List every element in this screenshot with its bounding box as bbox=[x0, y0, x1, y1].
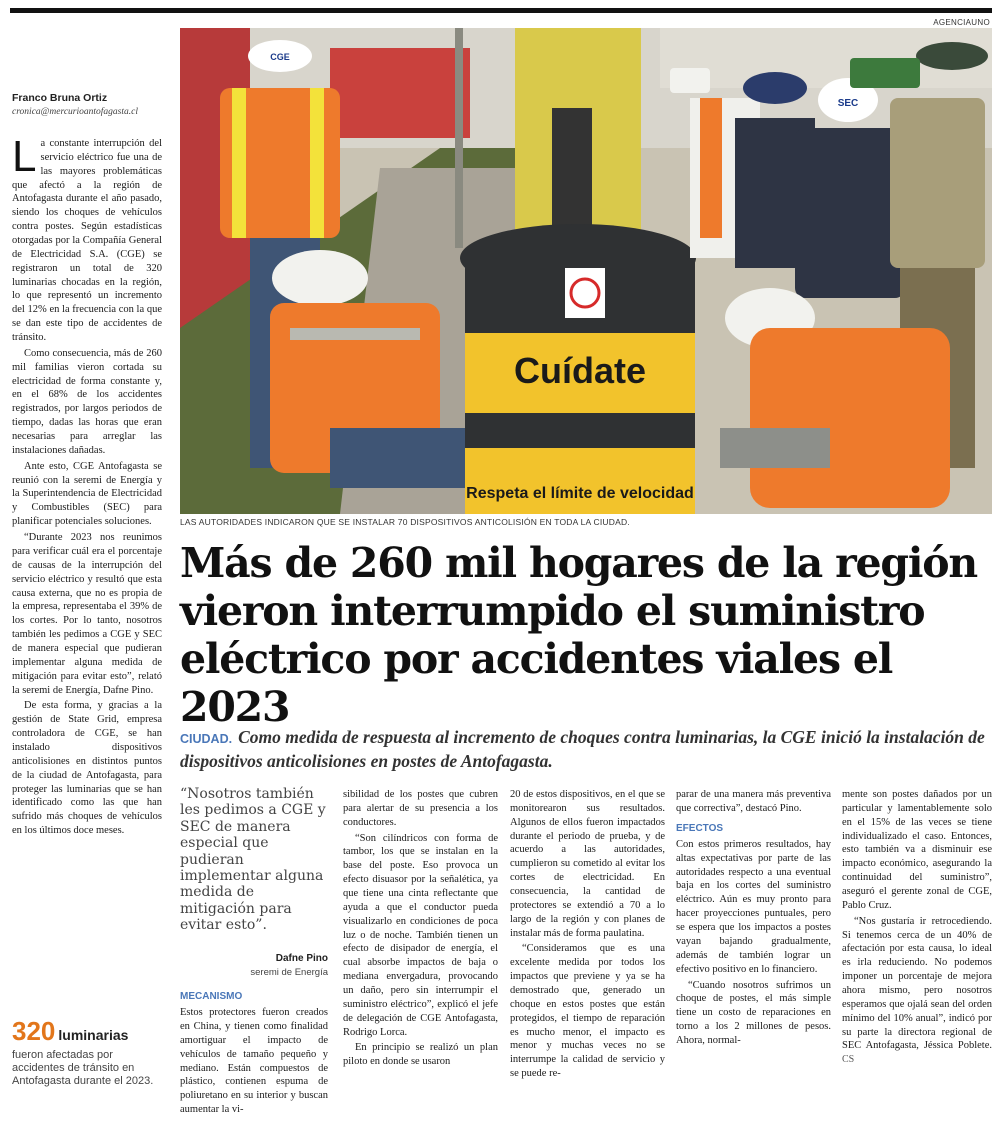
bollard-sign-bottom: Respeta el límite de velocidad bbox=[466, 485, 694, 502]
stat-box bbox=[12, 1016, 167, 1089]
bollard-text: Cuídate bbox=[513, 350, 647, 391]
pull-quote-name: Dafne Pino bbox=[275, 953, 328, 965]
helmet-sec-text: SEC bbox=[837, 98, 859, 109]
body-paragraph: “Cuando nosotros sufrimos un choque de postes, el más simple tiene un costo de reparaciones en torno a los 2 millones de pesos. Ahora, normal- bbox=[676, 979, 831, 1046]
body-paragraph: “Durante 2023 nos reunimos para verificar cuál era el porcentaje de causas de la interrupción del servicio eléctrico y resultó que esta causa externa, que no es propia de la empresa, representaba el 39% de los cortes. Por lo tanto, nosotros también les pedimos a CGE y SEC de manera especial que pudieran implementar alguna medida de mitigación para evitar esto”, relató la seremi de Energía, Dafne Pino. bbox=[12, 532, 162, 696]
closing-quote-text: “Nos gustaría ir retrocediendo. Si tenemos cerca de un 40% de afectación por esta causa, lo ideal es irla reduciendo. No podemos imponer un porcentaje de mejora ahora mismo, pero nosotros esperamos que ojalá sean del orden mínimo del 10% anual”, indicó por su parte la directora regional de SEC Antofagasta, Jéssica Poblete. bbox=[842, 915, 992, 1052]
column-mecanismo bbox=[180, 984, 328, 1119]
body-paragraph: Estos protectores fueron creados en China, y tienen como finalidad amortiguar el impacto de vehículos de tamaño pequeño y mediano. Están compuestos de plástico, contienen espuma de poliuretano en su interior y buscan aumentar la vi- bbox=[180, 1007, 328, 1116]
left-column-body bbox=[12, 132, 162, 838]
subhead-mecanismo: MECANISMO bbox=[180, 991, 243, 1002]
body-paragraph: Como consecuencia, más de 260 mil familias vieron cortada su electricidad de forma constante y, en el 68% de los accidentes registrados, por largos periodos de tiempo, dadas las horas que eran necesarias para arreglar las instalaciones dañadas. bbox=[12, 347, 162, 456]
body-paragraph: “Son cilíndricos con forma de tambor, los que se instalan en la base del poste. Eso provoca un efecto disuasor por la señalética, ya que tiene una cinta reflectante que ayuda a que el conductor pueda visualizarlo en condiciones de poca luz o de noche. También tienen un efecto de disipador de energía, el cual absorbe impactos de baja o mediana envergadura, provocando un daño, pero sin interrumpir el suministro eléctrico”, explicó el jefe de delegación de CGE Antofagasta, Rodrigo Lorca. bbox=[343, 832, 498, 1038]
helmet-cge-text: CGE bbox=[270, 52, 290, 62]
body-paragraph: En principio se realizó un plan piloto en donde se usaron bbox=[343, 1042, 498, 1068]
stat-description: fueron afectadas por accidentes de tránsito en Antofagasta durante el 2023. bbox=[12, 1049, 154, 1088]
signoff-mark: CS bbox=[842, 1054, 855, 1066]
byline-email[interactable]: cronica@mercurioantofagasta.cl bbox=[12, 107, 138, 117]
body-paragraph: 20 de estos dispositivos, en el que se monitorearon sus resultados. Algunos de ellos fueron impactados durante el periodo de prueba, y de acuerdo a las autoridades, cumplieron su cometido al evitar los cortes de electricidad. En consecuencia, la cantidad de protectores se extendió a 70 a lo largo de la región y con planes de instalar más de forma paulatina. bbox=[510, 789, 665, 939]
stat-number: 320 bbox=[12, 1016, 56, 1046]
column-2 bbox=[343, 788, 498, 1071]
body-paragraph: Con estos primeros resultados, hay altas expectativas por parte de las autoridades respecto a una eventual baja en los cortes del suministro eléctrico. Aún es muy pronto para hacer proyecciones puntuales, pero se espera que los impactos a postes vayan bajando gradualmente, además de también lograr un efectivo positivo en lo financiero. bbox=[676, 838, 831, 975]
body-paragraph: “Consideramos que es una excelente medida por todos los impactos que previene y ya se ha demostrado que, generado un choque en estos postes que están protegidos, el tiempo de reparación es mucho menor, el impacto es menor y muchas veces no se interrumpe la calidad de servicio y se puede re- bbox=[510, 943, 665, 1080]
body-paragraph: sibilidad de los postes que cubren para alertar de su presencia a los conductores. bbox=[343, 789, 498, 828]
body-paragraph: parar de una manera más preventiva que correctiva”, destacó Pino. bbox=[676, 789, 831, 814]
subhead-efectos: EFECTOS bbox=[676, 822, 724, 834]
lead-paragraph-text: a constante interrupción del servicio eléctrico fue una de las mayores problemáticas que afectó a la región de Antofagasta durante el año pasado, siendo los choques de vehículos contra postes. Según estadísticas otorgadas por la Compañía General de Electricidad S.A. (CGE) se registraron un total de 320 luminarias chocadas en la región, lo que representó un incremento del 12% en la frecuencia con la que se dan este tipo de accidentes de tránsito. bbox=[12, 138, 162, 344]
section-tag: CIUDAD. bbox=[180, 732, 233, 746]
byline-author: Franco Bruna Ortiz bbox=[12, 92, 108, 104]
body-paragraph: mente son postes dañados por un particular y lamentablemente solo en el 15% de las veces se tiene individualizado el caso. Entonces, esto también va a disminuir ese impacto económico, asegurando la continuidad del suministro”, aseguró el gerente zonal de CGE, Pablo Cruz. bbox=[842, 789, 992, 911]
drop-cap: L bbox=[12, 132, 37, 181]
pull-quote-role: seremi de Energía bbox=[250, 967, 328, 979]
lead-paragraph bbox=[12, 132, 162, 345]
photo-agency-credit: AGENCIAUNO bbox=[933, 18, 990, 27]
top-rule bbox=[10, 8, 992, 13]
body-paragraph: Ante esto, CGE Antofagasta se reunió con la seremi de Energía y la Superintendencia de Electricidad y Combustibles (SEC) para planificar potenciales soluciones. bbox=[12, 460, 162, 528]
pull-quote-text: “Nosotros también les pedimos a CGE y SEC de manera especial que pudieran implementar alguna medida de mitigación para evitar esto”. bbox=[180, 786, 326, 933]
stat-label: luminarias bbox=[58, 1027, 129, 1043]
deck bbox=[180, 726, 992, 773]
photo-illustration bbox=[180, 28, 992, 514]
main-photo bbox=[180, 28, 992, 514]
photo-caption: LAS AUTORIDADES INDICARON QUE SE INSTALAR 70 DISPOSITIVOS ANTICOLISIÓN EN TODA LA CIUDAD. bbox=[180, 517, 630, 527]
column-5 bbox=[842, 788, 992, 1069]
pull-quote bbox=[180, 786, 328, 978]
column-3 bbox=[510, 788, 665, 1083]
body-paragraph bbox=[842, 915, 992, 1067]
body-paragraph: De esta forma, y gracias a la gestión de State Grid, empresa controladora de CGE, se han instalado dispositivos anticolisiones en distintos puntos de la ciudad de Antofagasta, para proteger las luminarias que se han identificado como las que han sufrido más choques de vehículos en los últimos doce meses. bbox=[12, 700, 162, 837]
left-column bbox=[12, 92, 162, 840]
headline: Más de 260 mil hogares de la región vieron interrumpido el suministro eléctrico por accidentes viales el 2023 bbox=[180, 539, 977, 731]
column-4 bbox=[676, 788, 831, 1050]
deck-text: Como medida de respuesta al incremento de choques contra luminarias, la CGE inició la instalación de dispositivos anticolisiones en postes de Antofagasta. bbox=[180, 727, 985, 771]
